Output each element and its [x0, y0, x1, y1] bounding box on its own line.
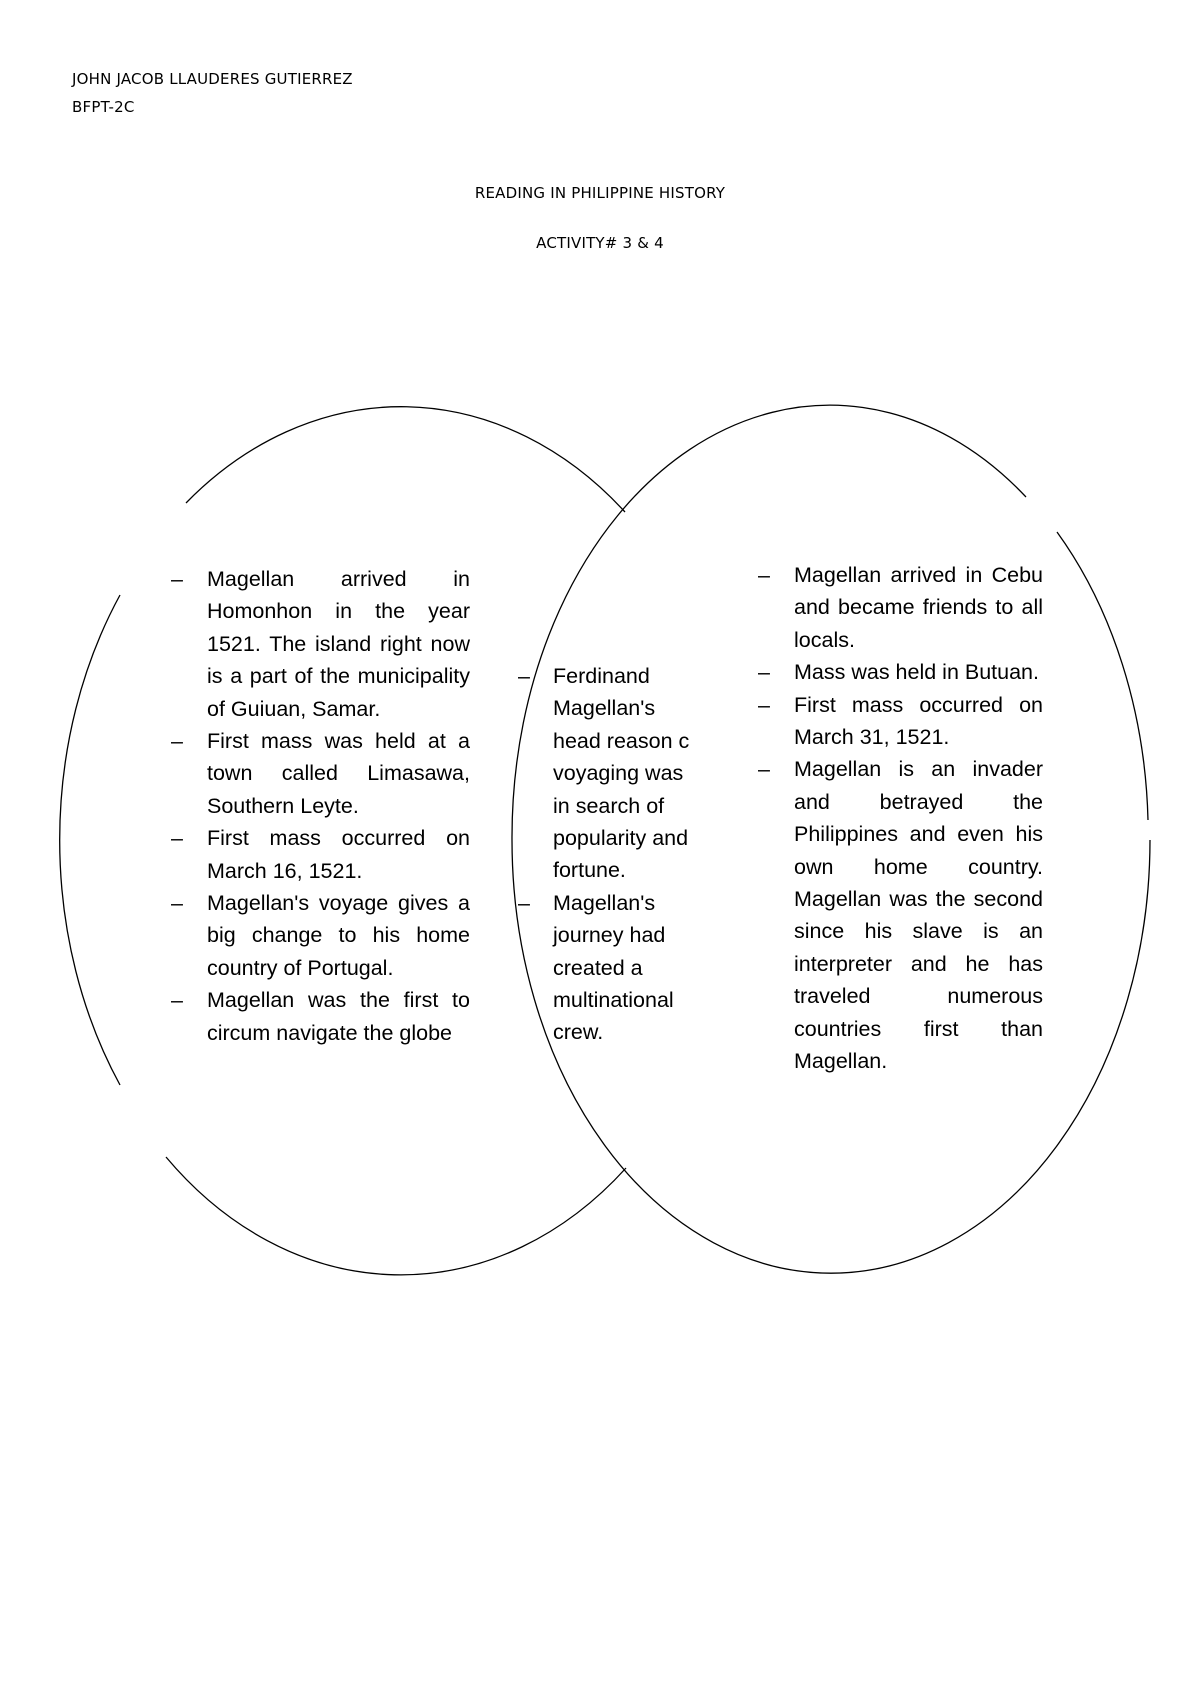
bullet-dash: – — [171, 567, 183, 591]
list-item — [518, 660, 706, 887]
left-circle-top-arc — [186, 407, 625, 512]
list-item — [758, 559, 1043, 656]
bullet-dash: – — [171, 729, 183, 754]
bullet-dash: – — [758, 563, 770, 587]
list-item — [171, 563, 470, 725]
activity-label: ACTIVITY# 3 & 4 — [536, 234, 664, 252]
list-item-text: Magellan's journey had created a multinational crew. — [553, 890, 674, 1045]
list-item-text: First mass occurred on March 31, 1521. — [794, 692, 1043, 750]
list-item-text: Magellan's voyage gives a big change to his home country of Portugal. — [207, 891, 470, 980]
bullet-dash: – — [758, 660, 770, 685]
bullet-dash: – — [171, 826, 183, 851]
left-circle-left-arc — [60, 595, 120, 1085]
list-item-text: Magellan was the first to circum navigate the globe — [207, 988, 470, 1045]
class-section: BFPT-2C — [72, 98, 135, 116]
right-circle-right-arc — [1057, 532, 1148, 820]
bullet-dash: – — [171, 891, 183, 916]
bullet-dash: – — [758, 757, 770, 782]
list-item — [171, 725, 470, 822]
list-item-text: Mass was held in Butuan. — [794, 660, 1039, 685]
left-circle-bottom-arc — [166, 1157, 626, 1275]
author-name: JOHN JACOB LLAUDERES GUTIERREZ — [72, 70, 353, 88]
list-item — [758, 753, 1043, 1077]
bullet-dash: – — [171, 988, 183, 1013]
list-item-text: Magellan arrived in Cebu and became friends to all locals. — [794, 563, 1043, 652]
list-item — [758, 656, 1043, 688]
list-item — [171, 887, 470, 984]
list-item-text: Magellan arrived in Homonhon in the year 1521. The island right now is a part of the municipality of Guiuan, Samar. — [207, 567, 470, 721]
bullet-dash: – — [518, 890, 530, 915]
bullet-dash: – — [758, 692, 770, 717]
list-item — [518, 887, 706, 1049]
list-item — [758, 689, 1043, 754]
right-only-list — [758, 559, 1043, 1078]
shared-list — [518, 660, 706, 1049]
bullet-dash: – — [518, 664, 530, 688]
list-item — [171, 822, 470, 887]
list-item-text: First mass was held at a town called Limasawa, Southern Leyte. — [207, 729, 470, 818]
list-item — [171, 984, 470, 1049]
list-item-text: Ferdinand Magellan's head reason c voyaging was in search of popularity and fortune. — [553, 664, 690, 883]
left-only-list — [171, 563, 470, 1049]
list-item-text: Magellan is an invader and betrayed the Philippines and even his own home country. Magellan was the second since his slave is an interpreter and he has traveled numerous countries first than Magellan. — [794, 757, 1043, 1074]
document-title: READING IN PHILIPPINE HISTORY — [474, 184, 726, 202]
list-item-text: First mass occurred on March 16, 1521. — [207, 826, 470, 883]
